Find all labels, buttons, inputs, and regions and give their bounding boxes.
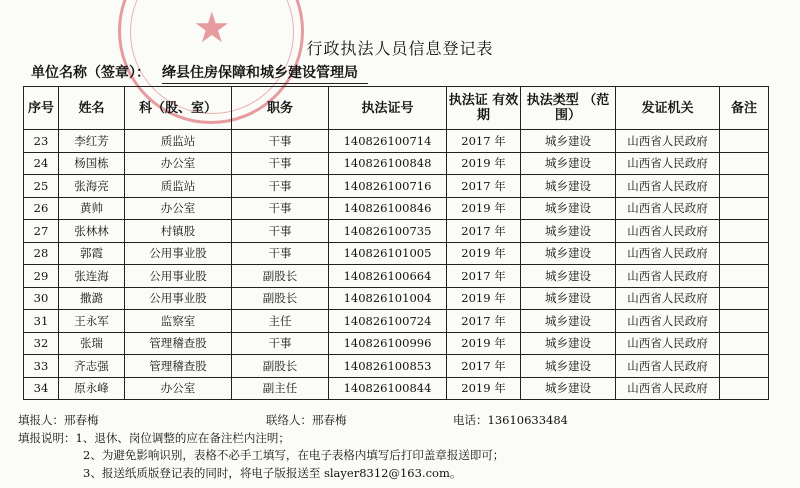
cell-dept: 监察室 (125, 310, 232, 333)
cell-no: 24 (24, 152, 59, 175)
header-validity: 执法证 有效期 (447, 87, 521, 130)
table-row (24, 377, 769, 400)
cell-dept: 办公室 (125, 377, 232, 400)
cell-remark (720, 152, 769, 175)
cell-name: 王永军 (59, 310, 125, 333)
table-row (24, 152, 769, 175)
unit-name-row (31, 62, 368, 84)
cell-validity: 2017 年 (447, 220, 521, 243)
cell-type: 城乡建设 (521, 220, 616, 243)
cell-no: 28 (24, 242, 59, 265)
table-header-row (24, 87, 769, 130)
cell-type: 城乡建设 (521, 332, 616, 355)
cell-remark (720, 287, 769, 310)
cell-issuer: 山西省人民政府 (616, 175, 720, 198)
cell-issuer: 山西省人民政府 (616, 265, 720, 288)
cell-validity: 2017 年 (447, 130, 521, 153)
header-name: 姓名 (59, 87, 125, 130)
cell-validity: 2019 年 (447, 152, 521, 175)
cell-no: 32 (24, 332, 59, 355)
cell-dept: 办公室 (125, 152, 232, 175)
cell-issuer: 山西省人民政府 (616, 152, 720, 175)
note-line-1 (18, 430, 290, 446)
cell-validity: 2019 年 (447, 287, 521, 310)
header-post: 职务 (232, 87, 329, 130)
cell-post: 副股长 (232, 265, 329, 288)
cell-cert-no: 140826100716 (329, 175, 447, 198)
cell-post: 副主任 (232, 377, 329, 400)
cell-validity: 2019 年 (447, 197, 521, 220)
cell-validity: 2019 年 (447, 332, 521, 355)
unit-name-value: 绛县住房保障和城乡建设管理局 (162, 62, 368, 84)
note-label: 填报说明： (18, 431, 76, 445)
header-no: 序号 (24, 87, 59, 130)
cell-no: 30 (24, 287, 59, 310)
cell-cert-no: 140826100996 (329, 332, 447, 355)
cell-type: 城乡建设 (521, 197, 616, 220)
cell-type: 城乡建设 (521, 377, 616, 400)
note-3: 3、报送纸质版登记表的同时，将电子版报送至 slayer8312@163.com。 (83, 466, 462, 480)
cell-name: 李红芳 (59, 130, 125, 153)
contact-text: 联络人：邢春梅 (266, 413, 347, 427)
page-title: 行政执法人员信息登记表 (306, 39, 494, 58)
cell-issuer: 山西省人民政府 (616, 310, 720, 333)
cell-validity: 2017 年 (447, 355, 521, 378)
cell-cert-no: 140826100844 (329, 377, 447, 400)
cell-no: 23 (24, 130, 59, 153)
cell-post: 干事 (232, 220, 329, 243)
cell-no: 33 (24, 355, 59, 378)
cell-name: 齐志强 (59, 355, 125, 378)
table-row (24, 310, 769, 333)
cell-cert-no: 140826100848 (329, 152, 447, 175)
table-row (24, 197, 769, 220)
table-row (24, 265, 769, 288)
cell-remark (720, 355, 769, 378)
cell-cert-no: 140826101004 (329, 287, 447, 310)
cell-type: 城乡建设 (521, 242, 616, 265)
cell-no: 31 (24, 310, 59, 333)
cell-remark (720, 377, 769, 400)
cell-dept: 公用事业股 (125, 265, 232, 288)
cell-cert-no: 140826100735 (329, 220, 447, 243)
cell-cert-no: 140826100724 (329, 310, 447, 333)
header-dept: 科（股、室） (125, 87, 232, 130)
cell-name: 杨国栋 (59, 152, 125, 175)
cell-no: 27 (24, 220, 59, 243)
header-issuer: 发证机关 (616, 87, 720, 130)
cell-name: 黄帅 (59, 197, 125, 220)
table-row (24, 355, 769, 378)
cell-no: 26 (24, 197, 59, 220)
cell-post: 干事 (232, 152, 329, 175)
header-type: 执法类型 （范围） (521, 87, 616, 130)
cell-name: 张林林 (59, 220, 125, 243)
table-row (24, 175, 769, 198)
cell-remark (720, 332, 769, 355)
cell-dept: 村镇股 (125, 220, 232, 243)
cell-type: 城乡建设 (521, 265, 616, 288)
cell-dept: 管理稽查股 (125, 355, 232, 378)
cell-post: 干事 (232, 197, 329, 220)
cell-validity: 2019 年 (447, 377, 521, 400)
cell-name: 郭霞 (59, 242, 125, 265)
cell-dept: 质监站 (125, 130, 232, 153)
note-1: 1、退休、岗位调整的应在备注栏内注明； (75, 431, 290, 445)
cell-post: 干事 (232, 332, 329, 355)
cell-validity: 2017 年 (447, 175, 521, 198)
cell-type: 城乡建设 (521, 287, 616, 310)
cell-remark (720, 242, 769, 265)
cell-validity: 2019 年 (447, 242, 521, 265)
cell-issuer: 山西省人民政府 (616, 197, 720, 220)
table-row (24, 242, 769, 265)
cell-type: 城乡建设 (521, 355, 616, 378)
cell-no: 34 (24, 377, 59, 400)
cell-cert-no: 140826100853 (329, 355, 447, 378)
cell-post: 副股长 (232, 287, 329, 310)
cell-remark (720, 265, 769, 288)
table-row (24, 130, 769, 153)
cell-validity: 2017 年 (447, 265, 521, 288)
cell-cert-no: 140826100846 (329, 197, 447, 220)
cell-post: 干事 (232, 130, 329, 153)
filler-text: 填报人：邢春梅 (18, 413, 99, 427)
cell-issuer: 山西省人民政府 (616, 130, 720, 153)
cell-name: 张海亮 (59, 175, 125, 198)
cell-name: 原永峰 (59, 377, 125, 400)
registration-table (23, 86, 769, 400)
cell-remark (720, 310, 769, 333)
table-row (24, 332, 769, 355)
cell-issuer: 山西省人民政府 (616, 287, 720, 310)
star-icon: ★ (193, 3, 231, 52)
cell-remark (720, 197, 769, 220)
cell-no: 29 (24, 265, 59, 288)
cell-post: 干事 (232, 242, 329, 265)
cell-remark (720, 175, 769, 198)
cell-issuer: 山西省人民政府 (616, 242, 720, 265)
cell-no: 25 (24, 175, 59, 198)
cell-cert-no: 140826100714 (329, 130, 447, 153)
cell-name: 张连海 (59, 265, 125, 288)
cell-name: 张瑞 (59, 332, 125, 355)
cell-issuer: 山西省人民政府 (616, 355, 720, 378)
table-row (24, 287, 769, 310)
cell-type: 城乡建设 (521, 152, 616, 175)
cell-name: 撒潞 (59, 287, 125, 310)
header-cert-no: 执法证号 (329, 87, 447, 130)
table-row (24, 220, 769, 243)
note-2: 2、为避免影响识别，表格不必手工填写，在电子表格内填写后打印盖章报送即可； (83, 448, 505, 462)
cell-dept: 办公室 (125, 197, 232, 220)
cell-post: 副股长 (232, 355, 329, 378)
header-remark: 备注 (720, 87, 769, 130)
cell-cert-no: 140826101005 (329, 242, 447, 265)
cell-issuer: 山西省人民政府 (616, 220, 720, 243)
cell-issuer: 山西省人民政府 (616, 377, 720, 400)
cell-issuer: 山西省人民政府 (616, 332, 720, 355)
unit-name-label: 单位名称（签章）： (31, 65, 150, 81)
cell-dept: 管理稽查股 (125, 332, 232, 355)
cell-post: 主任 (232, 310, 329, 333)
cell-dept: 质监站 (125, 175, 232, 198)
cell-remark (720, 130, 769, 153)
cell-post: 干事 (232, 175, 329, 198)
cell-type: 城乡建设 (521, 175, 616, 198)
cell-validity: 2017 年 (447, 310, 521, 333)
cell-type: 城乡建设 (521, 130, 616, 153)
cell-cert-no: 140826100664 (329, 265, 447, 288)
phone-text: 电话：13610633484 (453, 413, 568, 427)
cell-type: 城乡建设 (521, 310, 616, 333)
cell-dept: 公用事业股 (125, 287, 232, 310)
cell-dept: 公用事业股 (125, 242, 232, 265)
cell-remark (720, 220, 769, 243)
